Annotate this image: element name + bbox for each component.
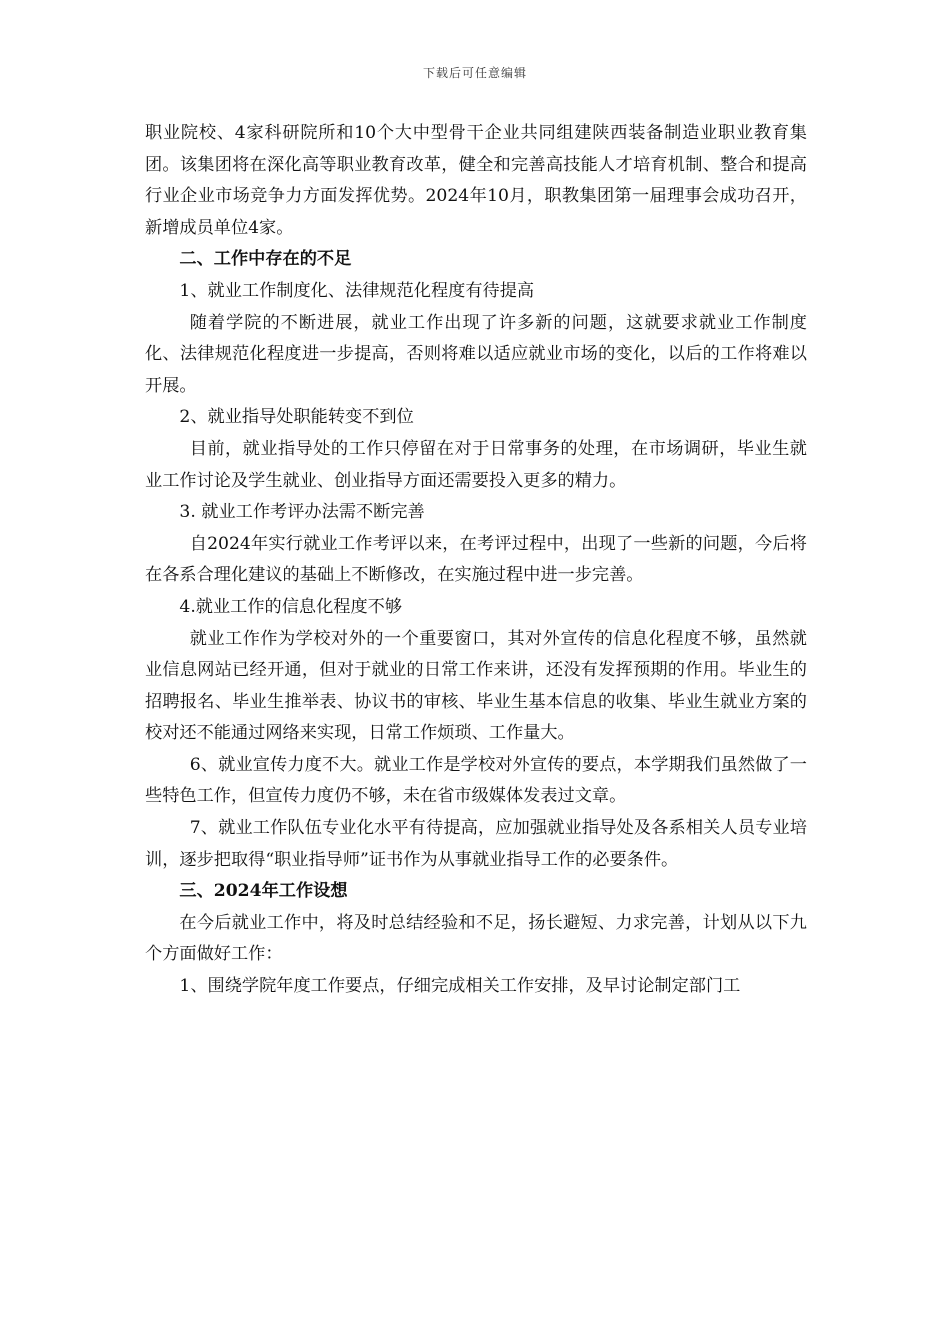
page-header: 下载后可任意编辑 (422, 66, 527, 80)
paragraph-informatization: 就业工作作为学校对外的一个重要窗口，其对外宣传的信息化程度不够，虽然就业信息网站已经开通，但对于就业的日常工作来讲，还没有发挥预期的作用。毕业生的招聘报名、毕业生推举表、协议书的审核、毕业生基本信息的收集、毕业生就业方案的校对还不能通过网络来实现，日常工作烦琐、工作量大。 (145, 628, 807, 744)
paragraph-function-transition: 目前，就业指导处的工作只停留在对于日常事务的处理，在市场调研，毕业生就业工作讨论及学生就业、创业指导方面还需要投入更多的精力。 (145, 438, 807, 491)
paragraph-team-professionalism: 7、就业工作队伍专业化水平有待提高，应加强就业指导处及各系相关人员专业培训，逐步把取得“职业指导师”证书作为从事就业指导工作的必要条件。 (145, 818, 807, 870)
paragraph-plan-intro: 在今后就业工作中，将及时总结经验和不足，扬长避短、力求完善，计划从以下九个方面做好工作： (145, 912, 807, 965)
subheading-assessment-method: 3. 就业工作考评办法需不断完善 (179, 502, 425, 523)
subheading-institutionalization: 1、就业工作制度化、法律规范化程度有待提高 (179, 280, 535, 301)
subheading-function-transition: 2、就业指导处职能转变不到位 (179, 407, 414, 428)
paragraph-plan-item-1: 1、围绕学院年度工作要点，仔细完成相关工作安排，及早讨论制定部门工 (179, 976, 741, 997)
paragraph-publicity: 6、就业宣传力度不大。就业工作是学校对外宣传的要点，本学期我们虽然做了一些特色工作，但宣传力度仍不够，未在省市级媒体发表过文章。 (145, 754, 807, 807)
paragraph-group-establishment: 职业院校、4家科研院所和10个大中型骨干企业共同组建陕西装备制造业职业教育集团。该集团将在深化高等职业教育改革，健全和完善高技能人才培育机制、整合和提高行业企业市场竞争力方面发挥优势。2024年10月，职教集团第一届理事会成功召开，新增成员单位4家。 (145, 123, 807, 238)
document-body (145, 118, 807, 1003)
subheading-informatization: 4.就业工作的信息化程度不够 (179, 596, 403, 617)
paragraph-assessment-method: 自2024年实行就业工作考评以来，在考评过程中，出现了一些新的问题，今后将在各系合理化建议的基础上不断修改，在实施过程中进一步完善。 (145, 533, 807, 586)
section-heading-plan: 三、2024年工作设想 (179, 881, 348, 902)
section-heading-shortcomings: 二、工作中存在的不足 (179, 249, 352, 270)
paragraph-institutionalization: 随着学院的不断进展，就业工作出现了许多新的问题，这就要求就业工作制度化、法律规范化程度进一步提高，否则将难以适应就业市场的变化，以后的工作将难以开展。 (145, 312, 807, 396)
